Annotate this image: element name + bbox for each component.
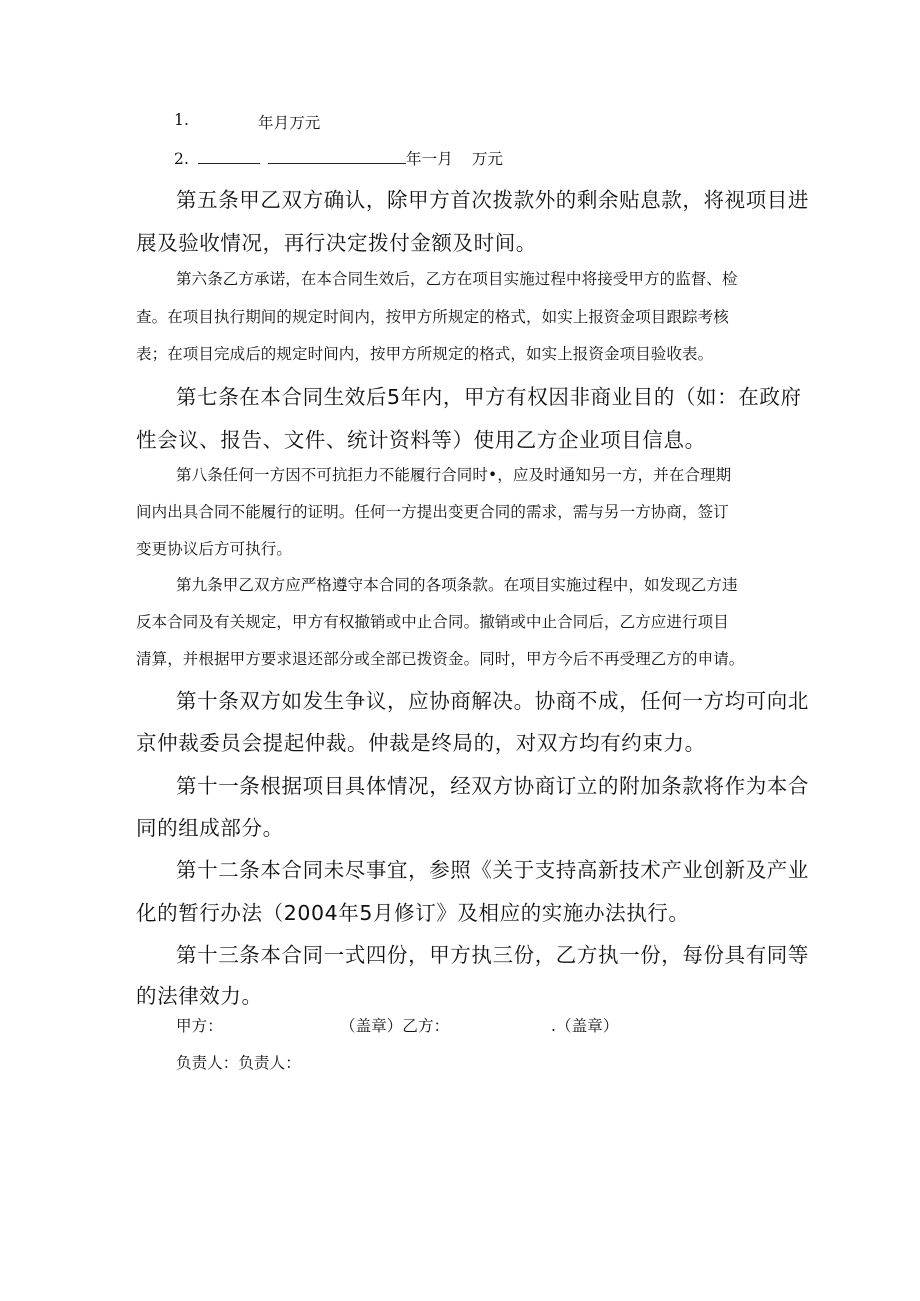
item-2-unit: 万元 bbox=[471, 150, 504, 168]
article-13-line-2: 的法律效力。 bbox=[136, 984, 263, 1008]
article-9-line-1: 第九条甲乙双方应严格遵守本合同的各项条款。在项目实施过程中，如发现乙方违 bbox=[176, 576, 738, 594]
article-9-line-3: 清算，并根据甲方要求退还部分或全部已拨资金。同时，甲方今后不再受理乙方的申请。 bbox=[136, 650, 745, 668]
article-8-line-1: 第八条任何一方因不可抗拒力不能履行合同时•，应及时通知另一方，并在合理期 bbox=[176, 466, 732, 484]
article-8-line-2: 间内出具合同不能履行的证明。任何一方提出变更合同的需求，需与另一方协商，签订 bbox=[136, 503, 729, 521]
article-7-line-1: 第七条在本合同生效后5年内，甲方有权因非商业目的（如：在政府 bbox=[176, 385, 802, 409]
article-9-line-2: 反本合同及有关规定，甲方有权撤销或中止合同。撤销或中止合同后，乙方应进行项目 bbox=[136, 613, 729, 631]
responsible-persons: 负责人：负责人： bbox=[176, 1054, 301, 1072]
article-6-line-2: 查。在项目执行期间的规定时间内，按甲方所规定的格式，如实上报资金项目跟踪考核 bbox=[136, 308, 729, 326]
item-1 bbox=[174, 111, 321, 132]
item-2 bbox=[174, 147, 503, 169]
article-7-line-2: 性会议、报告、文件、统计资料等）使用乙方企业项目信息。 bbox=[136, 428, 706, 452]
article-12-line-2: 化的暂行办法（2004年5月修订》及相应的实施办法执行。 bbox=[136, 901, 690, 925]
article-11-line-2: 同的组成部分。 bbox=[136, 816, 284, 840]
item-2-blank-1 bbox=[198, 149, 260, 164]
article-10-line-1: 第十条双方如发生争议，应协商解决。协商不成，任何一方均可向北 bbox=[176, 689, 809, 713]
item-2-blank-2 bbox=[268, 149, 406, 164]
item-2-number: 2. bbox=[174, 150, 189, 168]
party-a-label: 甲方： bbox=[176, 1017, 223, 1035]
article-13-line-1: 第十三条本合同一式四份，甲方执三份，乙方执一份，每份具有同等 bbox=[176, 943, 809, 967]
article-10-line-2: 京仲裁委员会提起仲裁。仲裁是终局的，对双方均有约束力。 bbox=[136, 731, 706, 755]
article-12-line-1: 第十二条本合同未尽事宜，参照《关于支持高新技术产业创新及产业 bbox=[176, 858, 809, 882]
party-b-seal: .（盖章） bbox=[551, 1017, 619, 1035]
article-8-line-3: 变更协议后方可执行。 bbox=[136, 540, 293, 558]
article-11-line-1: 第十一条根据项目具体情况，经双方协商订立的附加条款将作为本合 bbox=[176, 774, 809, 798]
item-1-text: 年月万元 bbox=[258, 114, 321, 132]
article-6-line-1: 第六条乙方承诺，在本合同生效后，乙方在项目实施过程中将接受甲方的监督、检 bbox=[176, 270, 738, 288]
item-2-text: 年一月 bbox=[406, 150, 453, 168]
item-1-number: 1. bbox=[174, 111, 189, 129]
party-a-seal-party-b-label: （盖章）乙方： bbox=[340, 1017, 450, 1035]
article-6-line-3: 表；在项目完成后的规定时间内，按甲方所规定的格式，如实上报资金项目验收表。 bbox=[136, 345, 714, 363]
article-5-line-1: 第五条甲乙双方确认，除甲方首次拨款外的剩余贴息款，将视项目进 bbox=[176, 188, 809, 212]
article-5-line-2: 展及验收情况，再行决定拨付金额及时间。 bbox=[136, 231, 537, 255]
